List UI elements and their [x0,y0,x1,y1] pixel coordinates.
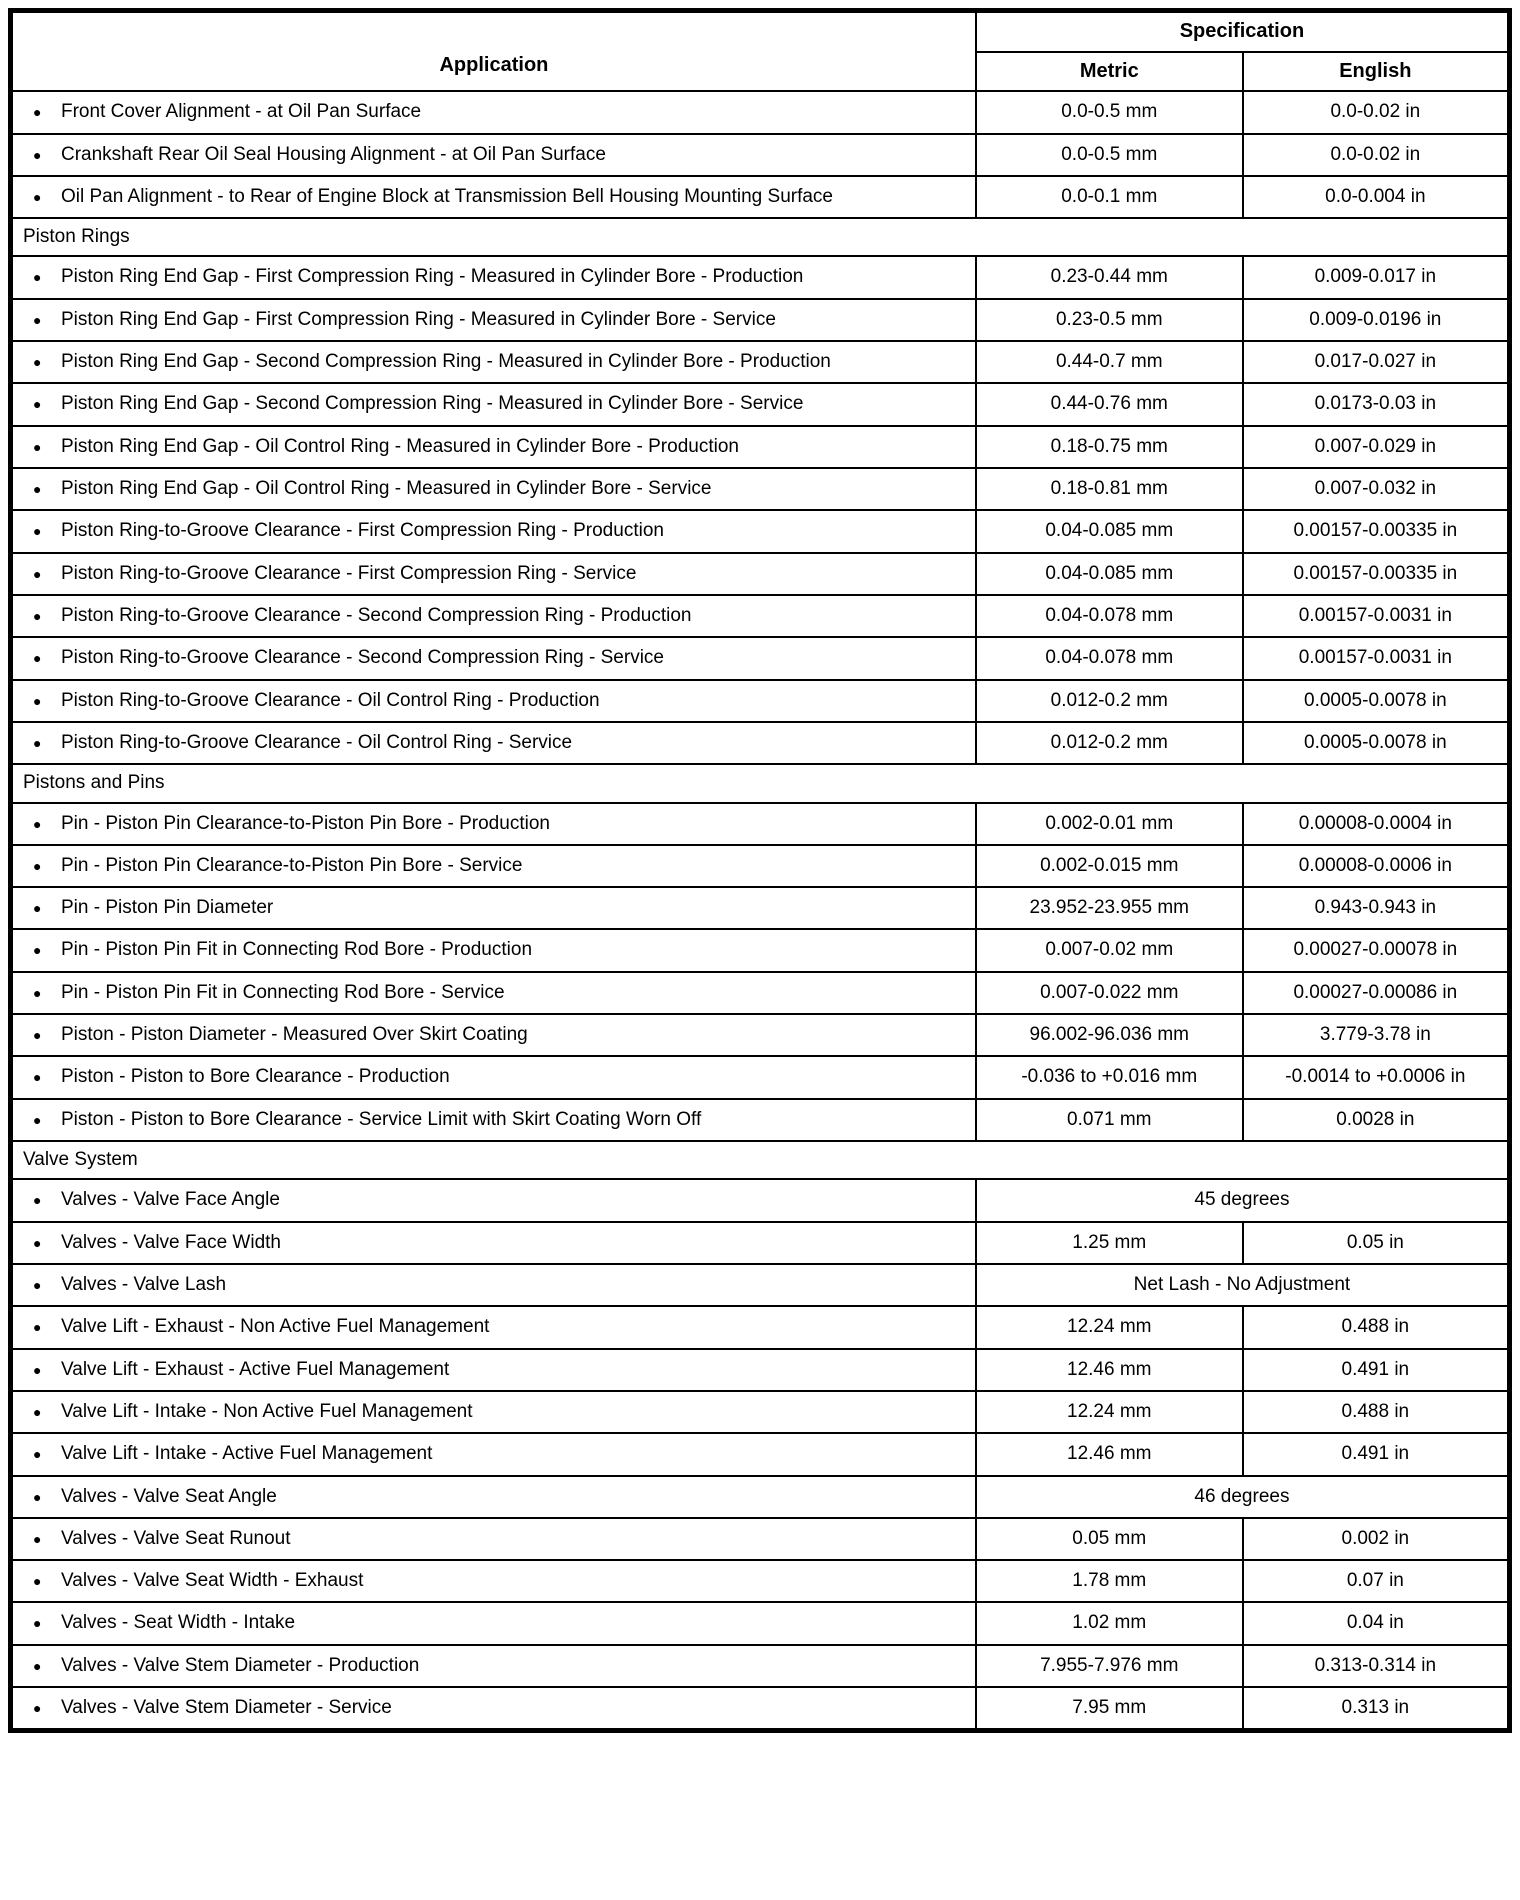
application-text: Valves - Valve Seat Angle [61,1485,277,1507]
table-row [11,803,1510,845]
application-text: Piston Ring-to-Groove Clearance - First Compression Ring - Production [61,520,664,542]
table-row [11,1433,1510,1475]
application-wrap [31,1108,965,1132]
bullet-icon: ● [33,146,42,163]
metric-value: 1.02 mm [976,1602,1243,1644]
section-label: Pistons and Pins [11,764,1510,802]
bullet-icon: ● [33,1657,42,1674]
metric-value: 0.23-0.44 mm [976,256,1243,298]
application-wrap [31,896,965,920]
application-text: Piston Ring-to-Groove Clearance - Oil Control Ring - Production [61,689,600,711]
application-cell [11,134,976,176]
spec-value-combined: 46 degrees [976,1476,1510,1518]
application-wrap [31,731,965,755]
english-value: 0.00027-0.00078 in [1243,929,1510,971]
application-cell [11,1602,976,1644]
application-cell [11,468,976,510]
application-wrap [31,689,965,713]
application-cell [11,972,976,1014]
metric-value: 0.0-0.5 mm [976,134,1243,176]
table-row [11,1179,1510,1221]
application-cell [11,426,976,468]
english-value: 0.00008-0.0006 in [1243,845,1510,887]
metric-value: 0.012-0.2 mm [976,680,1243,722]
bullet-icon: ● [33,1276,42,1293]
bullet-icon: ● [33,523,42,540]
application-text: Crankshaft Rear Oil Seal Housing Alignment - at Oil Pan Surface [61,143,606,165]
metric-value: 96.002-96.036 mm [976,1014,1243,1056]
table-row [11,134,1510,176]
application-cell [11,1306,976,1348]
application-wrap [31,185,965,209]
application-wrap [31,812,965,836]
metric-value: 0.04-0.085 mm [976,553,1243,595]
application-wrap [31,1065,965,1089]
metric-value: 7.95 mm [976,1687,1243,1731]
application-wrap [31,100,965,124]
metric-column-header: Metric [976,52,1243,92]
application-cell [11,722,976,764]
application-cell [11,1014,976,1056]
application-cell [11,176,976,218]
metric-value: 0.04-0.078 mm [976,637,1243,679]
application-text: Piston Ring-to-Groove Clearance - Second Compression Ring - Production [61,604,692,626]
application-text: Piston - Piston Diameter - Measured Over Skirt Coating [61,1024,528,1046]
application-cell [11,1391,976,1433]
metric-value: 7.955-7.976 mm [976,1645,1243,1687]
application-text: Piston Ring-to-Groove Clearance - First Compression Ring - Service [61,562,637,584]
application-wrap [31,1442,965,1466]
english-value: 0.313-0.314 in [1243,1645,1510,1687]
application-cell [11,341,976,383]
table-row [11,1391,1510,1433]
application-text: Valve Lift - Intake - Non Active Fuel Management [61,1400,473,1422]
application-wrap [31,1611,965,1635]
table-row [11,722,1510,764]
table-row [11,845,1510,887]
metric-value: 0.0-0.1 mm [976,176,1243,218]
english-value: 0.0-0.02 in [1243,134,1510,176]
application-cell [11,1056,976,1098]
metric-value: -0.036 to +0.016 mm [976,1056,1243,1098]
table-header [11,11,1510,92]
application-text: Piston Ring End Gap - First Compression Ring - Measured in Cylinder Bore - Production [61,266,804,288]
application-cell [11,383,976,425]
table-row [11,680,1510,722]
bullet-icon: ● [33,1403,42,1420]
application-text: Piston - Piston to Bore Clearance - Service Limit with Skirt Coating Worn Off [61,1108,702,1130]
table-row [11,929,1510,971]
application-wrap [31,604,965,628]
bullet-icon: ● [33,1319,42,1336]
specification-column-header: Specification [976,11,1510,52]
bullet-icon: ● [33,188,42,205]
application-cell [11,1179,976,1221]
english-value: 0.00157-0.0031 in [1243,595,1510,637]
application-cell [11,1645,976,1687]
english-value: 0.04 in [1243,1602,1510,1644]
table-row [11,887,1510,929]
specifications-table [8,8,1512,1733]
metric-value: 1.25 mm [976,1222,1243,1264]
metric-value: 0.002-0.01 mm [976,803,1243,845]
application-text: Piston Ring End Gap - Second Compression Ring - Measured in Cylinder Bore - Service [61,393,804,415]
application-wrap [31,1485,965,1509]
table-row [11,1306,1510,1348]
application-text: Pin - Piston Pin Clearance-to-Piston Pin Bore - Service [61,854,523,876]
bullet-icon: ● [33,1111,42,1128]
bullet-icon: ● [33,607,42,624]
bullet-icon: ● [33,438,42,455]
bullet-icon: ● [33,311,42,328]
section-row [11,218,1510,256]
bullet-icon: ● [33,1573,42,1590]
bullet-icon: ● [33,650,42,667]
application-cell [11,803,976,845]
table-row [11,426,1510,468]
application-wrap [31,1569,965,1593]
application-cell [11,845,976,887]
application-wrap [31,143,965,167]
english-value: 0.009-0.0196 in [1243,299,1510,341]
english-value: 3.779-3.78 in [1243,1014,1510,1056]
english-value: 0.0005-0.0078 in [1243,722,1510,764]
application-cell [11,595,976,637]
bullet-icon: ● [33,734,42,751]
bullet-icon: ● [33,1700,42,1717]
table-row [11,1602,1510,1644]
application-text: Valves - Valve Stem Diameter - Service [61,1697,392,1719]
application-text: Pin - Piston Pin Fit in Connecting Rod Bore - Production [61,939,533,961]
bullet-icon: ● [33,1192,42,1209]
english-value: 0.07 in [1243,1560,1510,1602]
application-cell [11,680,976,722]
table-row [11,553,1510,595]
application-text: Valve Lift - Intake - Active Fuel Management [61,1443,433,1465]
application-cell [11,887,976,929]
application-cell [11,1687,976,1731]
english-value: 0.0028 in [1243,1099,1510,1141]
application-cell [11,1433,976,1475]
bullet-icon: ● [33,396,42,413]
application-wrap [31,1188,965,1212]
application-text: Valves - Valve Face Width [61,1231,281,1253]
table-row [11,1518,1510,1560]
bullet-icon: ● [33,1234,42,1251]
spec-value-combined: 45 degrees [976,1179,1510,1221]
bullet-icon: ● [33,1488,42,1505]
application-wrap [31,265,965,289]
metric-value: 0.18-0.81 mm [976,468,1243,510]
table-row [11,256,1510,298]
application-text: Valves - Valve Face Angle [61,1189,280,1211]
application-wrap [31,1273,965,1297]
metric-value: 0.04-0.078 mm [976,595,1243,637]
metric-value: 0.44-0.7 mm [976,341,1243,383]
bullet-icon: ● [33,1530,42,1547]
application-column-header: Application [11,11,976,92]
application-cell [11,1222,976,1264]
application-cell [11,1349,976,1391]
spec-table-body [11,91,1510,1731]
table-row [11,1099,1510,1141]
bullet-icon: ● [33,1615,42,1632]
bullet-icon: ● [33,857,42,874]
table-row [11,595,1510,637]
application-text: Front Cover Alignment - at Oil Pan Surface [61,101,422,123]
table-row [11,299,1510,341]
application-wrap [31,308,965,332]
english-value: 0.009-0.017 in [1243,256,1510,298]
application-wrap [31,1400,965,1424]
english-value: 0.0-0.02 in [1243,91,1510,133]
bullet-icon: ● [33,1027,42,1044]
application-wrap [31,938,965,962]
english-value: 0.0173-0.03 in [1243,383,1510,425]
metric-value: 0.23-0.5 mm [976,299,1243,341]
table-row [11,176,1510,218]
application-cell [11,1099,976,1141]
application-text: Oil Pan Alignment - to Rear of Engine Block at Transmission Bell Housing Mounting Surface [61,185,833,207]
application-wrap [31,1696,965,1720]
english-value: -0.0014 to +0.0006 in [1243,1056,1510,1098]
english-value: 0.007-0.032 in [1243,468,1510,510]
bullet-icon: ● [33,815,42,832]
application-wrap [31,477,965,501]
metric-value: 0.002-0.015 mm [976,845,1243,887]
application-wrap [31,435,965,459]
application-text: Pin - Piston Pin Clearance-to-Piston Pin Bore - Production [61,812,550,834]
metric-value: 0.44-0.76 mm [976,383,1243,425]
english-value: 0.017-0.027 in [1243,341,1510,383]
application-cell [11,1476,976,1518]
metric-value: 0.007-0.02 mm [976,929,1243,971]
application-text: Piston Ring End Gap - Oil Control Ring - Measured in Cylinder Bore - Production [61,435,739,457]
application-text: Pin - Piston Pin Fit in Connecting Rod Bore - Service [61,981,505,1003]
english-column-header: English [1243,52,1510,92]
metric-value: 0.18-0.75 mm [976,426,1243,468]
table-row [11,1645,1510,1687]
section-label: Piston Rings [11,218,1510,256]
application-cell [11,929,976,971]
application-cell [11,637,976,679]
bullet-icon: ● [33,1446,42,1463]
application-text: Valves - Valve Stem Diameter - Production [61,1654,420,1676]
table-row [11,1222,1510,1264]
english-value: 0.05 in [1243,1222,1510,1264]
application-wrap [31,1358,965,1382]
section-row [11,1141,1510,1179]
application-wrap [31,1654,965,1678]
english-value: 0.00157-0.00335 in [1243,553,1510,595]
table-row [11,1056,1510,1098]
table-row [11,1014,1510,1056]
application-text: Piston Ring End Gap - Oil Control Ring - Measured in Cylinder Bore - Service [61,478,712,499]
application-wrap [31,519,965,543]
table-row [11,341,1510,383]
table-row [11,1349,1510,1391]
application-cell [11,1264,976,1306]
english-value: 0.0-0.004 in [1243,176,1510,218]
application-wrap [31,562,965,586]
application-text: Valve Lift - Exhaust - Non Active Fuel Management [61,1316,490,1338]
application-cell [11,553,976,595]
application-text: Piston Ring End Gap - Second Compression Ring - Measured in Cylinder Bore - Production [61,351,831,373]
section-label: Valve System [11,1141,1510,1179]
application-cell [11,510,976,552]
application-wrap [31,392,965,416]
metric-value: 0.007-0.022 mm [976,972,1243,1014]
application-cell [11,1560,976,1602]
metric-value: 12.24 mm [976,1306,1243,1348]
application-cell [11,299,976,341]
application-text: Piston - Piston to Bore Clearance - Production [61,1066,450,1088]
bullet-icon: ● [33,1361,42,1378]
english-value: 0.00027-0.00086 in [1243,972,1510,1014]
metric-value: 0.071 mm [976,1099,1243,1141]
table-row [11,1560,1510,1602]
application-wrap [31,646,965,670]
english-value: 0.002 in [1243,1518,1510,1560]
section-row [11,764,1510,802]
english-value: 0.491 in [1243,1433,1510,1475]
bullet-icon: ● [33,481,42,497]
metric-value: 12.46 mm [976,1349,1243,1391]
english-value: 0.00157-0.0031 in [1243,637,1510,679]
bullet-icon: ● [33,269,42,286]
metric-value: 0.012-0.2 mm [976,722,1243,764]
metric-value: 12.46 mm [976,1433,1243,1475]
application-text: Valves - Valve Lash [61,1273,227,1295]
application-wrap [31,1231,965,1255]
metric-value: 23.952-23.955 mm [976,887,1243,929]
bullet-icon: ● [33,565,42,582]
application-text: Valves - Valve Seat Runout [61,1527,291,1549]
bullet-icon: ● [33,104,42,121]
application-cell [11,1518,976,1560]
table-row [11,468,1510,510]
application-cell [11,256,976,298]
application-text: Piston Ring End Gap - First Compression Ring - Measured in Cylinder Bore - Service [61,308,776,330]
application-text: Piston Ring-to-Groove Clearance - Second Compression Ring - Service [61,647,664,669]
table-row [11,383,1510,425]
english-value: 0.00157-0.00335 in [1243,510,1510,552]
english-value: 0.313 in [1243,1687,1510,1731]
table-row [11,972,1510,1014]
english-value: 0.007-0.029 in [1243,426,1510,468]
bullet-icon: ● [33,900,42,917]
header-row-specification [11,11,1510,52]
application-text: Valve Lift - Exhaust - Active Fuel Management [61,1358,450,1380]
english-value: 0.488 in [1243,1306,1510,1348]
application-wrap [31,1315,965,1339]
table-row [11,637,1510,679]
metric-value: 0.05 mm [976,1518,1243,1560]
table-row [11,510,1510,552]
application-text: Pin - Piston Pin Diameter [61,897,274,919]
table-row [11,1476,1510,1518]
bullet-icon: ● [33,984,42,1001]
bullet-icon: ● [33,692,42,709]
application-text: Piston Ring-to-Groove Clearance - Oil Control Ring - Service [61,731,573,753]
application-wrap [31,854,965,878]
spec-value-combined: Net Lash - No Adjustment [976,1264,1510,1306]
english-value: 0.00008-0.0004 in [1243,803,1510,845]
application-text: Valves - Seat Width - Intake [61,1612,296,1634]
english-value: 0.943-0.943 in [1243,887,1510,929]
table-row [11,91,1510,133]
metric-value: 1.78 mm [976,1560,1243,1602]
application-wrap [31,1527,965,1551]
metric-value: 12.24 mm [976,1391,1243,1433]
bullet-icon: ● [33,1069,42,1086]
application-wrap [31,350,965,374]
metric-value: 0.0-0.5 mm [976,91,1243,133]
metric-value: 0.04-0.085 mm [976,510,1243,552]
bullet-icon: ● [33,354,42,371]
application-wrap [31,1023,965,1047]
table-row [11,1264,1510,1306]
english-value: 0.488 in [1243,1391,1510,1433]
application-text: Valves - Valve Seat Width - Exhaust [61,1570,364,1592]
application-wrap [31,981,965,1005]
table-row [11,1687,1510,1731]
english-value: 0.491 in [1243,1349,1510,1391]
bullet-icon: ● [33,942,42,959]
english-value: 0.0005-0.0078 in [1243,680,1510,722]
application-cell [11,91,976,133]
